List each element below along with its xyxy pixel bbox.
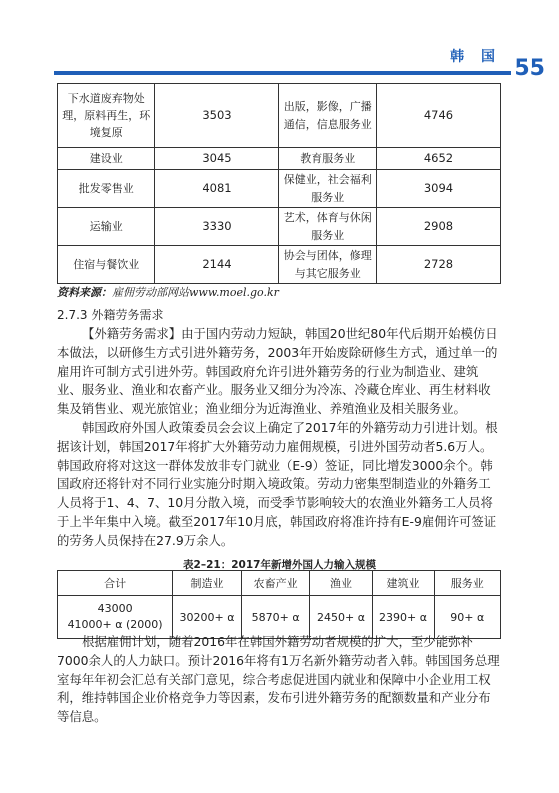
header-cell: 渔业 [310,571,372,596]
value-cell: 4652 [376,148,500,170]
header-cell: 建筑业 [372,571,434,596]
cell-line: 建设业 [89,151,123,165]
cell-line: 下水道废弃物处 [67,91,145,105]
table-caption: 表2–21：2017年新增外国人力输入规模 [183,559,376,571]
table-header-row [58,571,501,596]
total-line: 41000+ α (2000) [67,618,163,631]
cell-line: 住宿与餐饮业 [73,257,140,271]
cell-line: 通信，信息服务业 [283,117,372,131]
cell-line: 艺术，体育与休闲 [283,211,372,225]
industry-table [57,83,501,284]
industry-name-cell [279,170,376,208]
page-number: 55 [514,56,545,81]
value-cell: 3330 [155,208,279,246]
source-label: 资料来源： [57,286,112,299]
cell-line: 协会与团体，修理 [283,249,372,263]
section-number: 2.7.3 [57,308,88,322]
value-cell: 3503 [155,84,279,148]
cell-line: 批发零售业 [78,181,134,195]
industry-name-cell [58,170,155,208]
cell-line: 教育服务业 [300,151,356,165]
section-title: 外籍劳务需求 [91,308,164,322]
section-heading [57,306,164,323]
value-cell: 3094 [376,170,500,208]
running-header-title: 韩 国 [450,49,501,65]
industry-name-cell [279,208,376,246]
source-note [57,284,279,300]
cell-line: 运输业 [89,219,123,233]
table-row [58,170,501,208]
cell-line: 服务业 [311,190,345,204]
value-cell: 90+ α [434,596,500,639]
paragraph-1: 【外籍劳务需求】由于国内劳动力短缺，韩国20世纪80年代后期开始模仿日本做法，以研修生方式引进外籍劳务，2003年开始废除研修生方式，通过单一的雇用许可制方式引进外劳。韩国政府允许引进外籍劳务的行业为制造业、建筑业、服务业、渔业和农畜产业。服务业又细分为冷冻、冷藏仓库业、再生材料收集及销售业、观光旅馆业；渔业细分为近海渔业、养殖渔业及相关服务业。 [57,326,498,417]
cell-line: 出版，影像，广播 [283,100,372,114]
industry-name-cell [279,148,376,170]
value-cell: 5870+ α [241,596,310,639]
industry-name-cell [58,84,155,148]
value-cell: 30200+ α [173,596,242,639]
industry-name-cell [58,246,155,284]
table-row [58,246,501,284]
value-cell: 2144 [155,246,279,284]
header-cell: 制造业 [173,571,242,596]
cell-line: 理，原料再生，环 [62,108,151,122]
value-cell: 2450+ α [310,596,372,639]
industry-name-cell [58,148,155,170]
value-cell: 2908 [376,208,500,246]
industry-name-cell [58,208,155,246]
paragraph-2: 韩国政府外国人政策委员会会议上确定了2017年的外籍劳动力引进计划。根据该计划，韩国2017年将扩大外籍劳动力雇佣规模，引进外国劳动者5.6万人。韩国政府将对这这一群体发放非专门就业（E-9）签证，同比增发3000余个。韩国政府还将针对不同行业实施分时期入境政策。劳动力密集型制造业的外籍务工人员将于1、4、7、10月分散入境，而受季节影响较大的农渔业外籍务工人员将于上半年集中入境。截至2017年10月底，韩国政府将准许持有E-9雇佣许可签证的劳务人员保持在27.9万余人。 [57,420,498,548]
table-row [58,148,501,170]
header-cell: 农畜产业 [241,571,310,596]
value-cell: 2390+ α [372,596,434,639]
cell-line: 服务业 [311,228,345,242]
header-cell: 合计 [58,571,173,596]
source-text: 雇佣劳动部网站www.moel.go.kr [112,286,279,299]
value-cell: 3045 [155,148,279,170]
value-cell: 4081 [155,170,279,208]
cell-line: 境复原 [89,126,123,140]
quota-table [57,570,501,639]
value-cell: 4746 [376,84,500,148]
cell-line: 保健业，社会福利 [283,173,372,187]
value-cell: 2728 [376,246,500,284]
total-line: 43000 [97,602,133,615]
table-row [58,84,501,148]
cell-line: 与其它服务业 [294,266,361,280]
header-rule [54,71,511,75]
paragraph-3: 根据雇佣计划，随着2016年在韩国外籍劳动者规模的扩大，至少能弥补7000余人的人力缺口。预计2016年将有1万名新外籍劳动者入韩。韩国国务总理室每年年初会汇总有关部门意见，综合考虑促进国内就业和保障中小企业用工权利，维持韩国企业价格竞争力等因素，发布引进外籍劳务的配额数量和产业分布等信息。 [57,634,500,725]
table-row [58,208,501,246]
industry-name-cell [279,246,376,284]
industry-name-cell [279,84,376,148]
header-cell: 服务业 [434,571,500,596]
